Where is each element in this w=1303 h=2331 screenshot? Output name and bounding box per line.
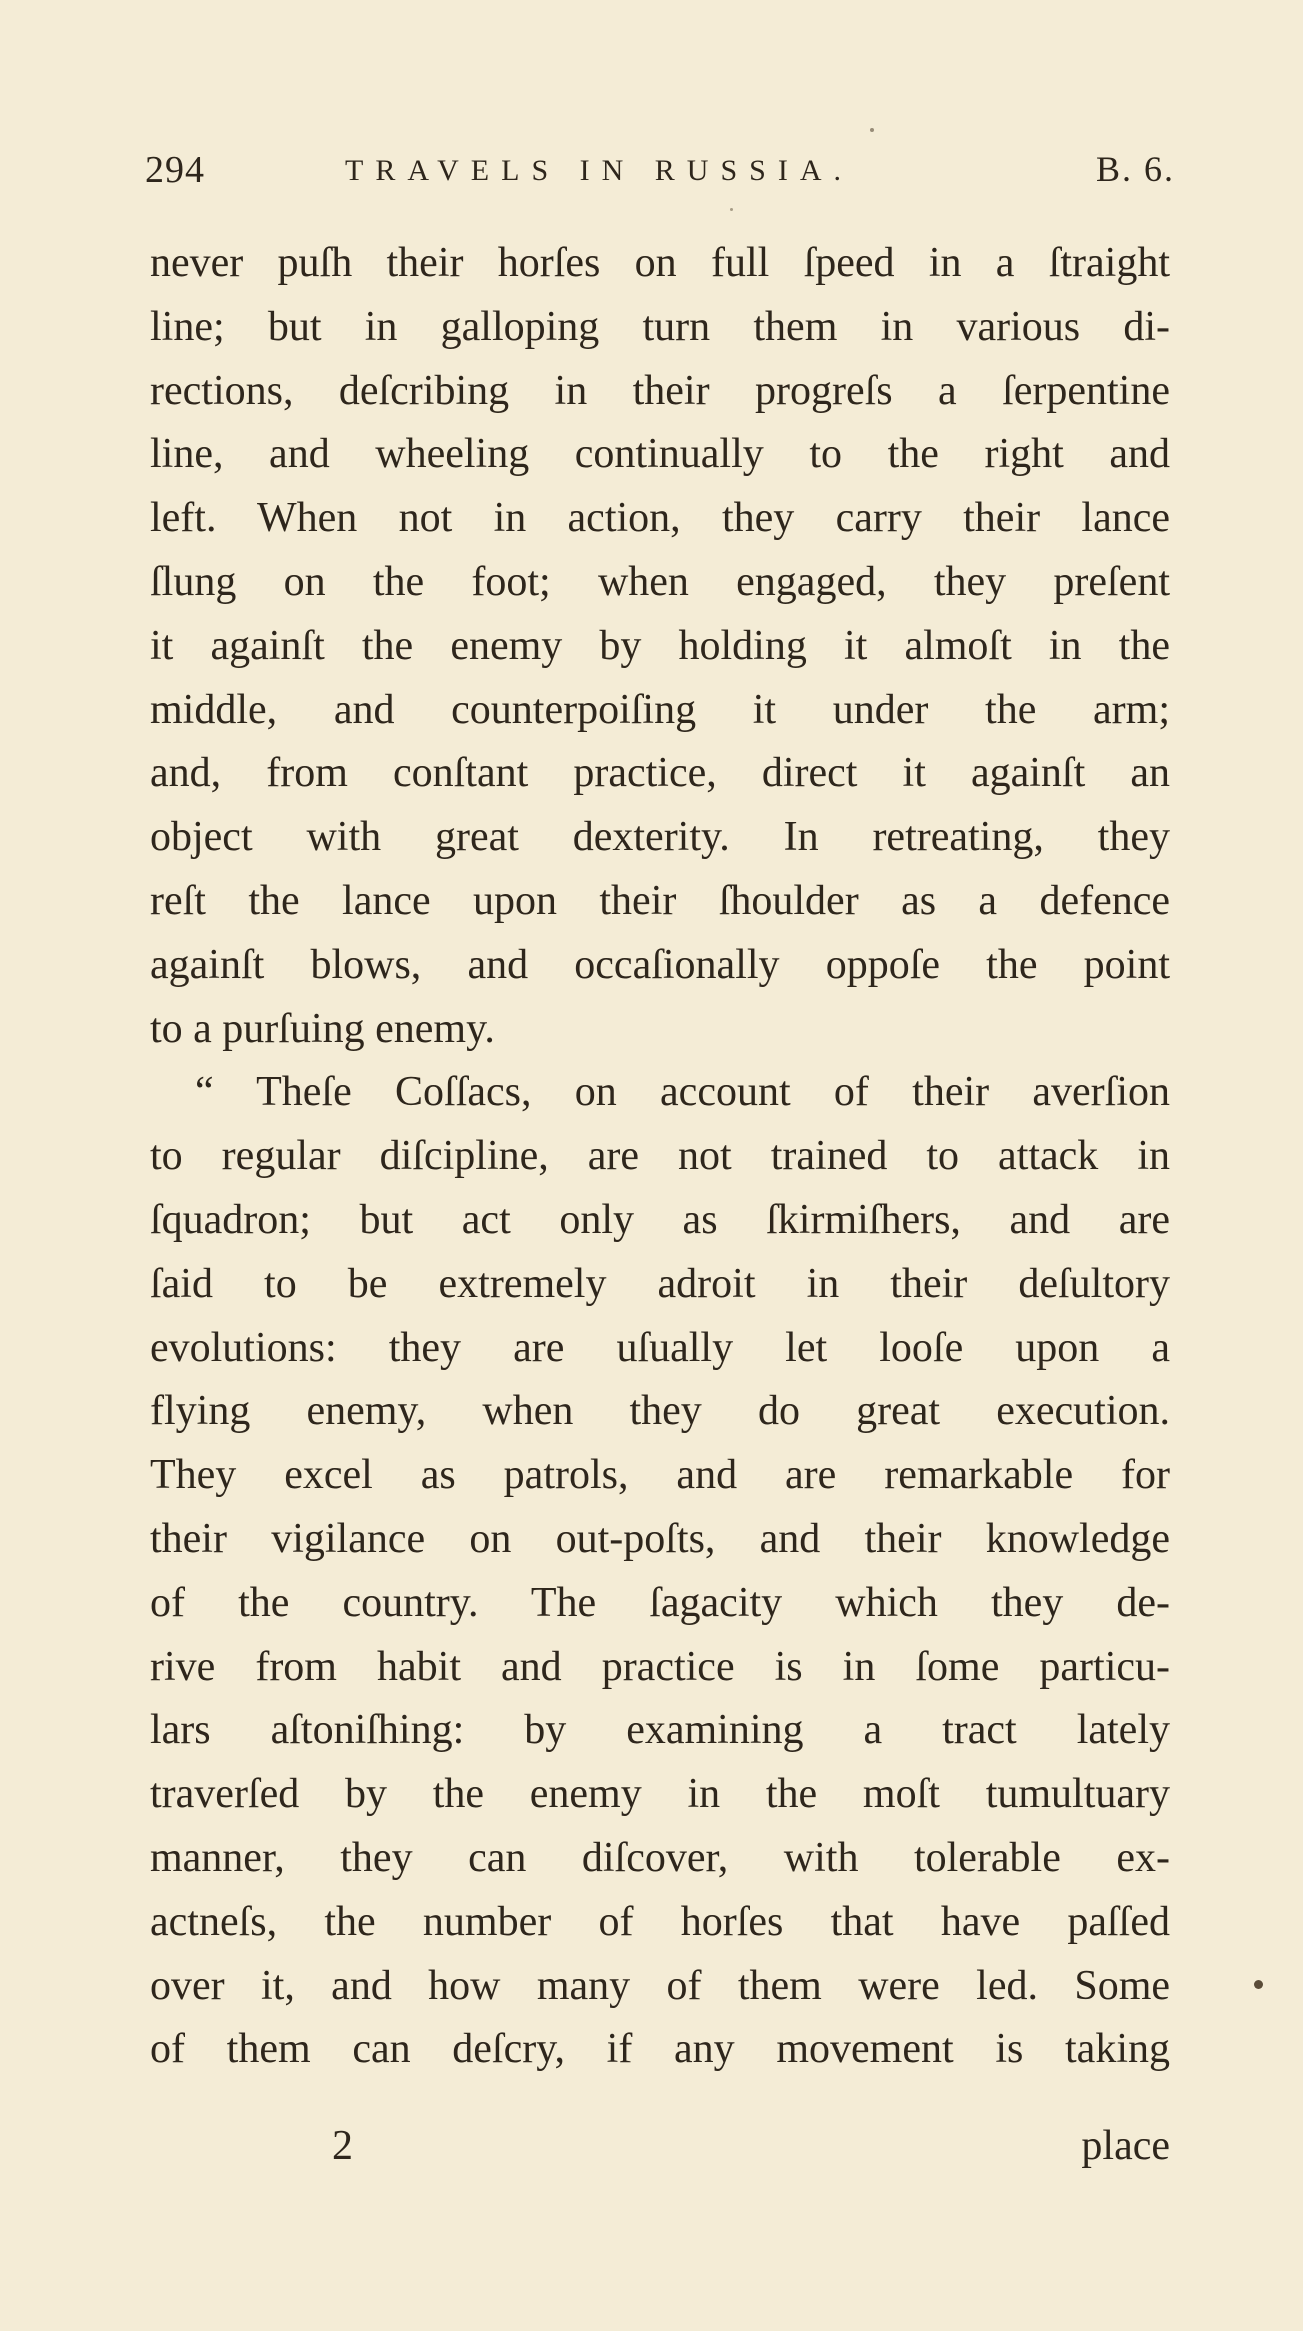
text-line: ſquadron; but act only as ſkirmiſhers, and are xyxy=(150,1196,1170,1243)
text-line: left. When not in action, they carry their lance xyxy=(150,495,1170,542)
text-line: line, and wheeling continually to the right and xyxy=(150,431,1170,478)
text-line: flying enemy, when they do great execution. xyxy=(150,1388,1170,1435)
running-head: TRAVELS IN RUSSIA. xyxy=(345,154,853,187)
text-line: to a purſuing enemy. xyxy=(150,1005,495,1052)
text-line: line; but in galloping turn them in various di- xyxy=(150,303,1170,350)
paper-speck xyxy=(730,208,733,211)
text-line: ſlung on the foot; when engaged, they preſent xyxy=(150,558,1170,605)
page-header xyxy=(145,148,1175,204)
text-line: manner, they can diſcover, with tolerable ex- xyxy=(150,1834,1170,1881)
text-line: of them can deſcry, if any movement is taking xyxy=(150,2026,1170,2073)
text-line: to regular diſcipline, are not trained to attack in xyxy=(150,1133,1170,1180)
text-line: over it, and how many of them were led. Some xyxy=(150,1962,1170,2009)
text-line: ſaid to be extremely adroit in their deſultory xyxy=(150,1260,1170,1307)
text-line: of the country. The ſagacity which they de- xyxy=(150,1579,1170,1626)
page-footer xyxy=(150,2122,1170,2182)
body-text xyxy=(150,232,1170,2082)
paper-speck xyxy=(870,128,874,132)
text-line: their vigilance on out-poſts, and their knowledge xyxy=(150,1515,1170,1562)
catchword: place xyxy=(1081,2123,1170,2169)
text-line: They excel as patrols, and are remarkable for xyxy=(150,1452,1170,1499)
paper-speck xyxy=(1254,1980,1263,1989)
signature-mark: 2 xyxy=(332,2123,353,2169)
text-line: it againſt the enemy by holding it almoſt in the xyxy=(150,622,1170,669)
text-line: rive from habit and practice is in ſome particu- xyxy=(150,1643,1170,1690)
text-line: rections, deſcribing in their progreſs a ſerpentine xyxy=(150,367,1170,414)
text-line: traverſed by the enemy in the moſt tumultuary xyxy=(150,1771,1170,1818)
text-line: againſt blows, and occaſionally oppoſe the point xyxy=(150,941,1170,988)
text-line: actneſs, the number of horſes that have paſſed xyxy=(150,1898,1170,1945)
text-line: evolutions: they are uſually let looſe upon a xyxy=(150,1324,1170,1371)
section-mark: B. 6. xyxy=(1095,149,1175,189)
text-line: lars aſtoniſhing: by examining a tract lately xyxy=(150,1707,1170,1754)
text-line: object with great dexterity. In retreating, they xyxy=(150,814,1170,861)
page-number: 294 xyxy=(145,149,205,191)
text-line: “ Theſe Coſſacs, on account of their averſion xyxy=(195,1069,1170,1116)
text-line: reſt the lance upon their ſhoulder as a defence xyxy=(150,877,1170,924)
text-line: and, from conſtant practice, direct it againſt an xyxy=(150,750,1170,797)
text-line: middle, and counterpoiſing it under the arm; xyxy=(150,686,1170,733)
text-line: never puſh their horſes on full ſpeed in a ſtraight xyxy=(150,240,1170,286)
